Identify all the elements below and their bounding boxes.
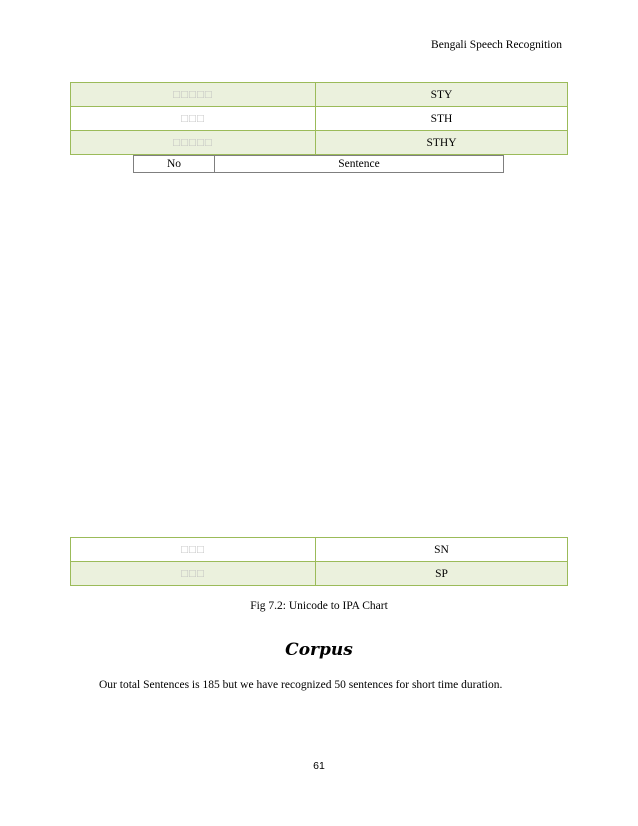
ipa-cell: SP (316, 562, 568, 586)
bengali-cell: □□□□□ (71, 83, 316, 107)
table-row (71, 83, 568, 107)
page-number: 61 (313, 760, 325, 772)
table-row (71, 131, 568, 155)
ipa-cell: STHY (316, 131, 568, 155)
bengali-cell: □□□□□ (71, 131, 316, 155)
ipa-cell: SN (316, 538, 568, 562)
section-heading: Corpus (285, 640, 353, 660)
bengali-cell: □□□ (71, 562, 316, 586)
table-header-row (134, 156, 504, 173)
table-row (71, 538, 568, 562)
running-header: Bengali Speech Recognition (431, 39, 562, 51)
column-header-no: No (134, 156, 215, 173)
bengali-cell: □□□ (71, 538, 316, 562)
body-paragraph: Our total Sentences is 185 but we have recognized 50 sentences for short time duration. (99, 679, 503, 691)
ipa-cell: STH (316, 107, 568, 131)
sentence-table (133, 155, 504, 173)
ipa-cell: STY (316, 83, 568, 107)
figure-caption: Fig 7.2: Unicode to IPA Chart (250, 600, 388, 612)
table-row (71, 562, 568, 586)
ipa-table-top (70, 82, 568, 155)
ipa-table-bottom (70, 537, 568, 586)
table-row (71, 107, 568, 131)
column-header-sentence: Sentence (215, 156, 504, 173)
bengali-cell: □□□ (71, 107, 316, 131)
